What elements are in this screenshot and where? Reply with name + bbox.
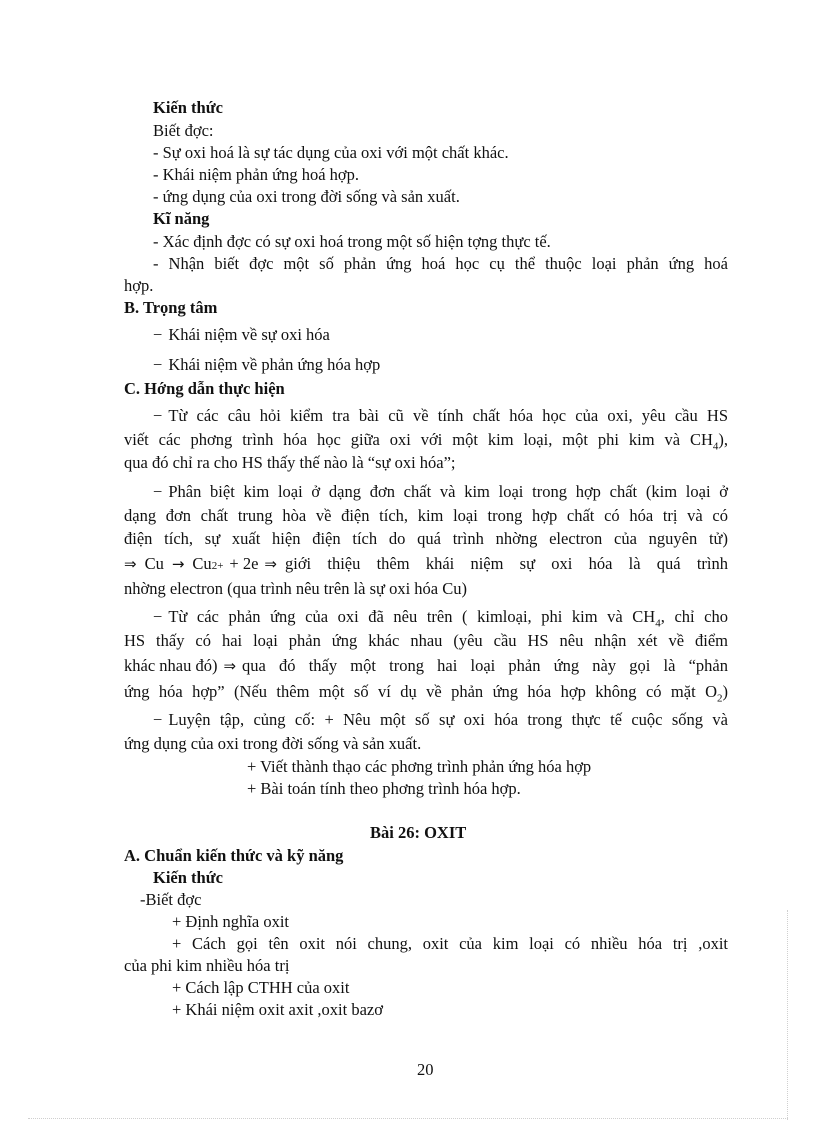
subscript: 4 [712,440,719,453]
text: + 2e [229,554,259,573]
knowledge-item: - Sự oxi hoá là sự tác dụng của oxi với một chất khác. [153,143,509,162]
text: , chỉ cho [660,607,728,626]
subscript: 4 [655,617,661,630]
knowledge-item: - Khái niệm phản ứng hoá hợp. [153,165,360,184]
implies-icon: ⇒ [124,555,137,573]
text: ứng hóa hợp” (Nếu thêm một số ví dụ về phản ứng hóa hợp không có mặt O [124,682,717,701]
knowledge-heading: Kiến thức [153,868,223,887]
section-b-heading: B. Trọng tâm [124,298,218,317]
page-border-right [787,910,788,1120]
knowledge-intro: -Biết đợc [140,890,202,909]
skills-heading: Kĩ năng [153,209,210,228]
knowledge-item: - ứng dụng của oxi trong đời sống và sản xuất. [153,187,460,206]
skills-item-continued: hợp. [124,276,154,295]
paragraph-line: + Bài toán tính theo phơng trình hóa hợp. [247,779,521,798]
text: khác nhau đó) [124,656,218,675]
knowledge-item: + Định nghĩa oxit [172,912,290,931]
section-b-item-text: Khái niệm về sự oxi hóa [168,325,330,344]
subscript: 2 [717,692,723,705]
text: Luyện tập, củng cố: + Nêu một số sự oxi hóa trong thực tế cuộc sống và [168,710,728,729]
section-b-item-text: Khái niệm về phản ứng hóa hợp [168,355,381,374]
knowledge-item: + Khái niệm oxit axit ,oxit bazơ [172,1000,383,1019]
section-a-heading: A. Chuẩn kiến thức và kỹ năng [124,846,344,865]
text: giới thiệu thêm khái niệm sự oxi hóa là quá trình [285,554,728,573]
paragraph-line [124,655,728,677]
knowledge-heading: Kiến thức [153,98,223,117]
section-b-item [153,354,380,375]
paragraph-line: ứng dụng của oxi trong đời sống và sản xuất. [124,734,422,753]
page-number: 20 [417,1060,434,1079]
paragraph-line [153,481,728,502]
dash-bullet: − [153,406,163,425]
text: Từ các câu hỏi kiểm tra bài cũ về tính chất hóa học của oxi, yêu cầu HS [168,406,728,425]
dash-bullet: − [153,710,163,729]
page-border-bottom [28,1118,788,1119]
skills-item: - Nhận biết đợc một số phản ứng hoá học cụ thể thuộc loại phản ứng hoá [153,254,728,273]
paragraph-line [153,405,728,426]
dash-bullet: − [153,482,163,501]
paragraph-line: ⇒ Cu → Cu 2+ + 2e ⇒ giới thiệu thêm khái niệm sự oxi hóa là quá trình [124,554,728,573]
paragraph-line: nhờng electron (qua trình nêu trên là sự oxi hóa Cu) [124,579,467,598]
knowledge-item-continued: của phi kim nhiều hóa trị [124,956,290,975]
paragraph-line [153,709,728,730]
text: qua đó thấy một trong hai loại phản ứng này gọi là “phản [242,656,728,675]
paragraph-line: điện tích, sự xuất hiện điện tích do quá trình nhờng electron của nguyên tử) [124,529,728,548]
implies-icon: ⇒ [223,657,237,675]
text: Cu [192,554,212,573]
text: Từ các phản ứng của oxi đã nêu trên ( kimloại, phi kim và CH [168,607,656,626]
paragraph-line: + Viết thành thạo các phơng trình phản ứng hóa hợp [247,757,592,776]
implies-icon: ⇒ [264,555,277,573]
dash-bullet: − [153,325,163,344]
paragraph-line: qua đó chỉ ra cho HS thấy thế nào là “sự oxi hóa”; [124,453,456,472]
paragraph-line: dạng đơn chất trung hòa về điện tích, kim loại trong hợp chất có hóa trị và có [124,506,728,525]
dash-bullet: − [153,355,163,374]
section-c-heading: C. Hớng dẫn thực hiện [124,379,285,398]
text: ) [722,682,728,701]
paragraph-line [124,429,728,453]
lesson-title: Bài 26: OXIT [370,823,467,842]
text: Cu [144,554,164,573]
knowledge-item: + Cách lập CTHH của oxit [172,978,350,997]
text: ), [718,430,728,449]
paragraph-line [124,681,728,705]
text: viết các phơng trình hóa học giữa oxi với một kim loại, một phi kim và CH [124,430,713,449]
paragraph-line [153,606,728,630]
knowledge-intro: Biết đợc: [153,121,214,140]
skills-item: - Xác định đợc có sự oxi hoá trong một số hiện tợng thực tế. [153,232,551,251]
paragraph-line: HS thấy có hai loại phản ứng khác nhau (yêu cầu HS nêu nhận xét về điểm [124,631,728,650]
knowledge-item: + Cách gọi tên oxit nói chung, oxit của kim loại có nhiều hóa trị ,oxit [172,934,728,953]
section-b-item [153,324,330,345]
text: Phân biệt kim loại ở dạng đơn chất và kim loại trong hợp chất (kim loại ở [168,482,728,501]
arrow-right-icon: → [171,555,185,573]
dash-bullet: − [153,607,163,626]
